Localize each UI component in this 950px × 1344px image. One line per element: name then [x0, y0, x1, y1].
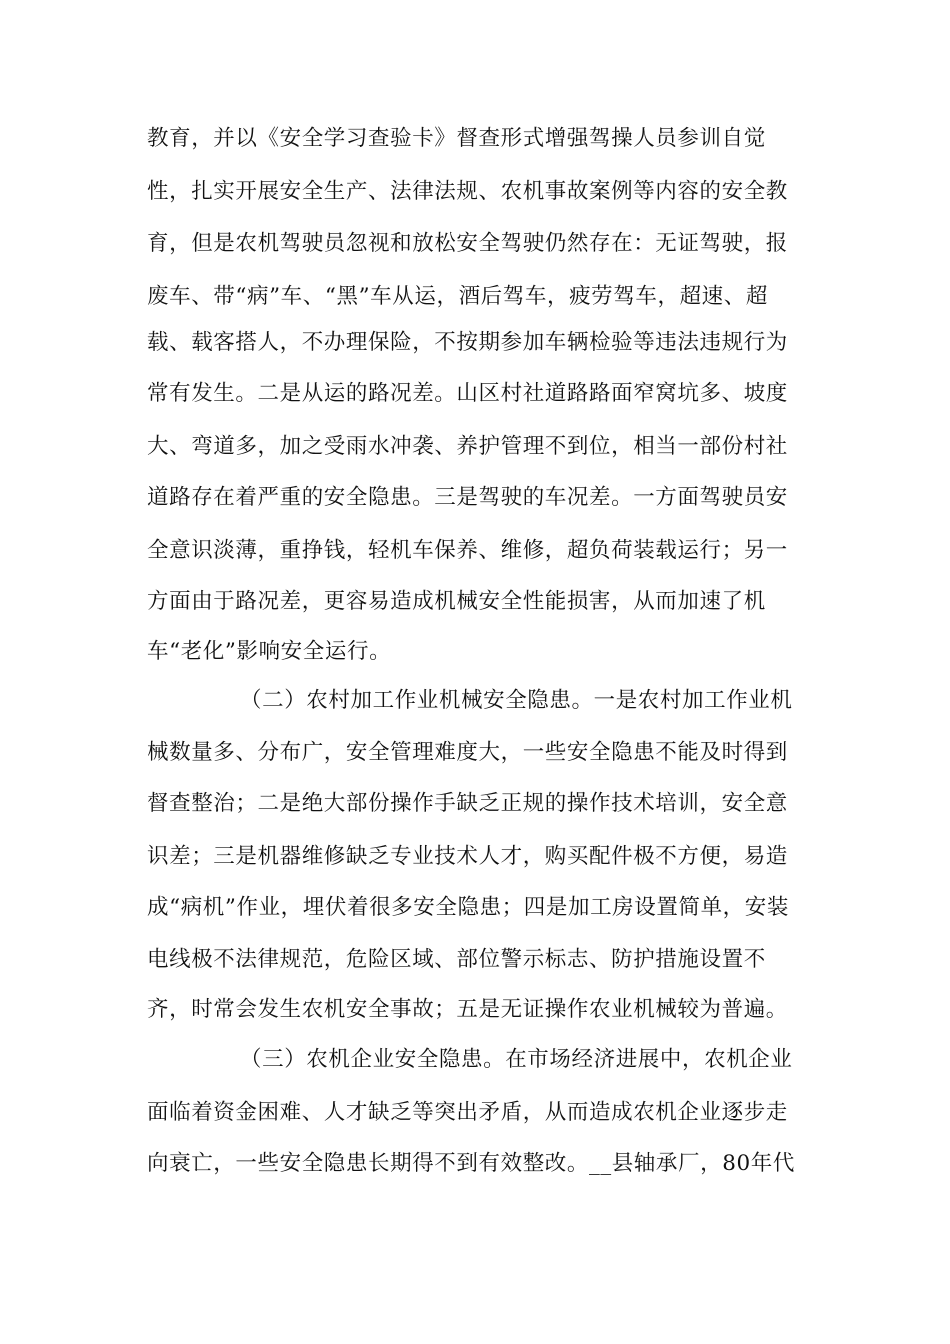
section-heading-line: （二）农村加工作业机械安全隐患。一是农村加工作业机 [240, 688, 793, 713]
text-line: 齐，时常会发生农机安全事故；五是无证操作农业机械较为普遍。 [147, 997, 788, 1022]
text-line: 向衰亡，一些安全隐患长期得不到有效整改。__县轴承厂，80年代 [147, 1151, 795, 1176]
text-line: 督查整治；二是绝大部份操作手缺乏正规的操作技术培训，安全意 [147, 791, 788, 816]
text-line: 面临着资金困难、人才缺乏等突出矛盾，从而造成农机企业逐步走 [147, 1100, 788, 1125]
text-line: 成“病机”作业，埋伏着很多安全隐患；四是加工房设置简单，安装 [147, 895, 789, 920]
text-line: 电线极不法律规范，危险区域、部位警示标志、防护措施设置不 [147, 947, 766, 972]
text-line: 方面由于路况差，更容易造成机械安全性能损害，从而加速了机 [147, 589, 766, 614]
text-line: 性，扎实开展安全生产、法律法规、农机事故案例等内容的安全教 [147, 179, 788, 204]
text-line: 全意识淡薄，重挣钱，轻机车保养、维修，超负荷装载运行；另一 [147, 538, 788, 563]
text-line: 教育，并以《安全学习查验卡》督查形式增强驾操人员参训自觉 [147, 126, 766, 151]
text-line: 载、载客搭人，不办理保险，不按期参加车辆检验等违法违规行为 [147, 330, 788, 355]
text-line: 大、弯道多，加之受雨水冲袭、养护管理不到位，相当一部份村社 [147, 434, 788, 459]
text-line: 常有发生。二是从运的路况差。山区村社道路路面窄窝坑多、坡度 [147, 381, 788, 406]
text-line: 车“老化”影响安全运行。 [147, 639, 392, 664]
text-line: 育，但是农机驾驶员忽视和放松安全驾驶仍然存在：无证驾驶，报 [147, 231, 788, 256]
text-line: 识差；三是机器维修缺乏专业技术人才，购买配件极不方便，易造 [147, 844, 788, 869]
text-line: 废车、带“病”车、“黑”车从运，酒后驾车，疲劳驾车，超速、超 [147, 284, 768, 309]
section-heading-line: （三）农机企业安全隐患。在市场经济进展中，农机企业 [240, 1047, 793, 1072]
text-line: 道路存在着严重的安全隐患。三是驾驶的车况差。一方面驾驶员安 [147, 485, 788, 510]
text-line: 械数量多、分布广，安全管理难度大，一些安全隐患不能及时得到 [147, 740, 788, 765]
